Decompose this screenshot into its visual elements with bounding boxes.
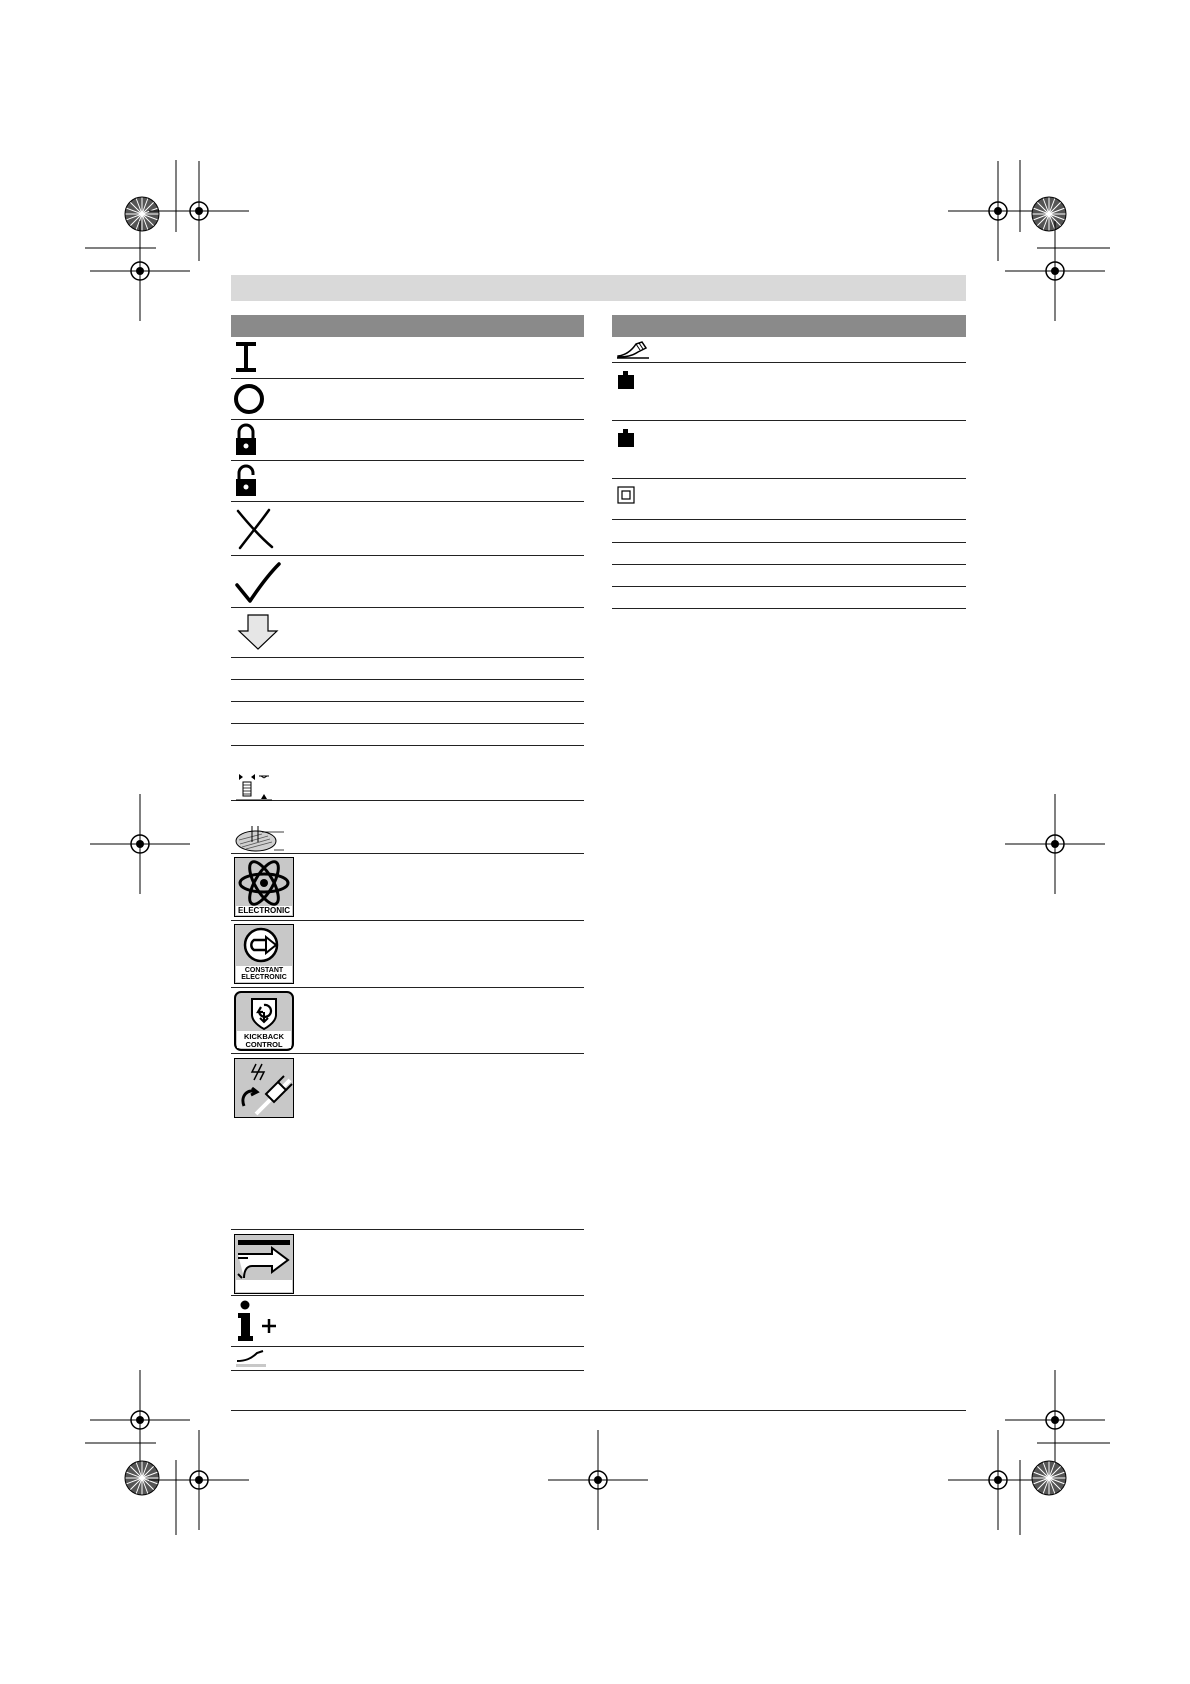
row-divider xyxy=(231,1346,584,1347)
row-divider xyxy=(612,542,966,543)
power-off-icon xyxy=(233,382,265,416)
row-divider xyxy=(231,460,584,461)
row-divider xyxy=(612,608,966,609)
cutting-tool-icon xyxy=(616,338,650,360)
electronic-badge-icon xyxy=(234,857,294,917)
row-divider xyxy=(612,564,966,565)
row-divider xyxy=(612,362,966,363)
weight-icon xyxy=(617,428,635,448)
row-divider xyxy=(612,519,966,520)
arrow-down-icon xyxy=(237,613,279,651)
footer-rule xyxy=(231,1410,966,1411)
disc-diameter-icon xyxy=(234,822,286,854)
row-divider xyxy=(231,701,584,702)
row-divider xyxy=(231,1229,584,1230)
kickback-label-2: CONTROL xyxy=(245,1040,283,1049)
constant-electronic-label-2: ELECTRONIC xyxy=(241,974,287,981)
kickback-control-badge-icon xyxy=(234,991,294,1051)
grinding-angle-icon xyxy=(235,1349,267,1369)
lock-icon xyxy=(235,423,257,457)
row-divider xyxy=(231,1295,584,1296)
row-divider xyxy=(231,378,584,379)
row-divider xyxy=(231,679,584,680)
weight-icon xyxy=(617,370,635,390)
row-divider xyxy=(231,800,584,801)
power-on-icon xyxy=(234,341,258,373)
row-divider xyxy=(612,420,966,421)
restart-protection-badge-icon xyxy=(234,1058,294,1118)
soft-start-badge-icon xyxy=(234,1234,294,1294)
left-column-header xyxy=(231,315,584,337)
row-divider xyxy=(231,987,584,988)
row-divider xyxy=(231,745,584,746)
page-header-bar xyxy=(231,275,966,301)
row-divider xyxy=(231,501,584,502)
protection-class-ii-icon xyxy=(617,486,635,504)
constant-electronic-label-1: CONSTANT xyxy=(244,967,284,974)
row-divider xyxy=(231,607,584,608)
row-divider xyxy=(231,657,584,658)
row-divider xyxy=(231,555,584,556)
row-divider xyxy=(231,920,584,921)
kickback-label-1: KICKBACK xyxy=(244,1032,284,1041)
row-divider xyxy=(612,586,966,587)
right-column-header xyxy=(612,315,966,337)
spindle-dimension-icon xyxy=(235,770,273,804)
constant-electronic-badge-icon xyxy=(234,924,294,984)
row-divider xyxy=(231,1053,584,1054)
info-plus-icon xyxy=(236,1300,278,1342)
row-divider xyxy=(612,478,966,479)
row-divider xyxy=(231,1370,584,1371)
cross-icon xyxy=(235,508,275,550)
electronic-label: ELECTRONIC xyxy=(238,906,290,915)
row-divider xyxy=(231,419,584,420)
row-divider xyxy=(231,723,584,724)
checkmark-icon xyxy=(234,561,282,605)
unlock-icon xyxy=(235,464,257,498)
